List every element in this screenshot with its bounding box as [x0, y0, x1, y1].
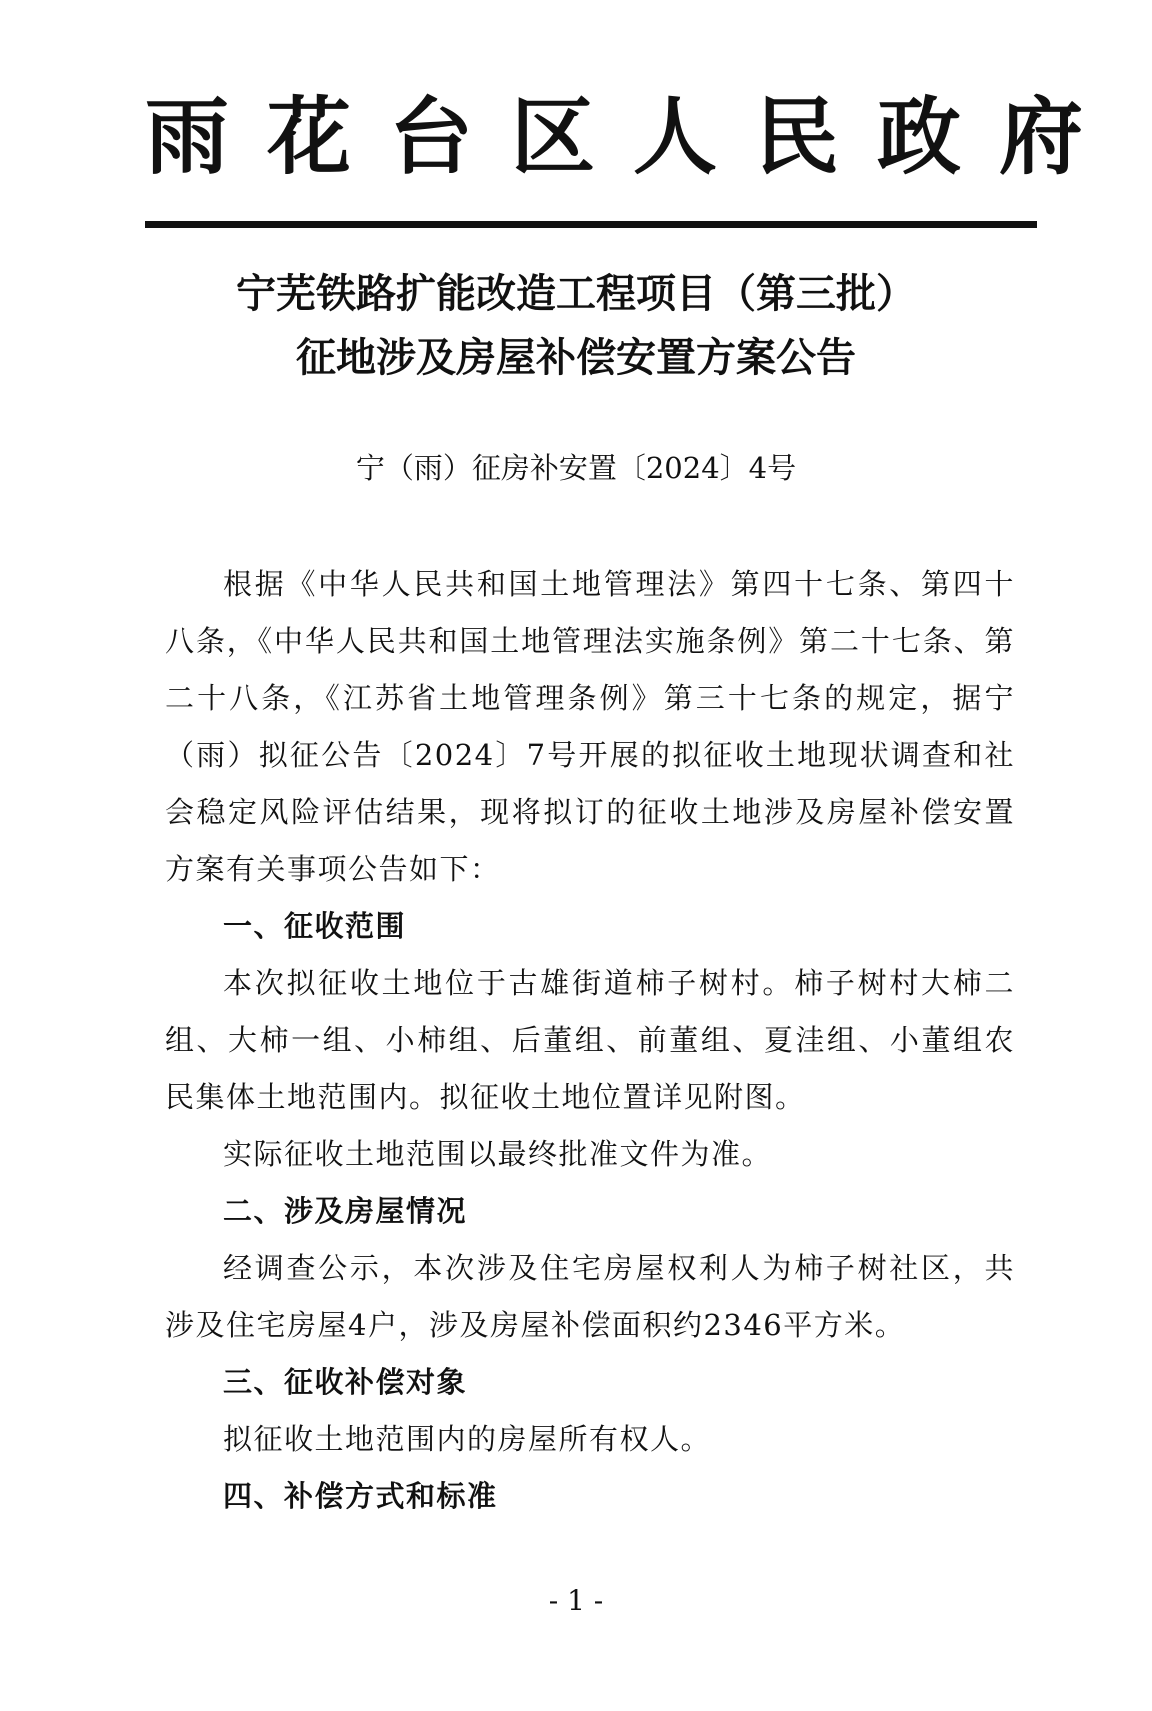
section-heading-1: 一、征收范围: [223, 909, 407, 943]
title-line-2: 征地涉及房屋补偿安置方案公告: [296, 335, 856, 381]
section-heading-4: 四、补偿方式和标准: [223, 1479, 498, 1513]
section-heading-2: 二、涉及房屋情况: [223, 1194, 468, 1228]
section-2-paragraph-1: 经调查公示，本次涉及住宅房屋权利人为柿子树社区，共涉及住宅房屋4户，涉及房屋补偿面积约2346平方米。: [165, 1251, 1015, 1342]
intro-paragraph: 根据《中华人民共和国土地管理法》第四十七条、第四十八条，《中华人民共和国土地管理法实施条例》第二十七条、第二十八条，《江苏省土地管理条例》第三十七条的规定，据宁（雨）拟征公告〔2024〕7号开展的拟征收土地现状调查和社会稳定风险评估结果，现将拟订的征收土地涉及房屋补偿安置方案有关事项公告如下：: [165, 567, 1015, 886]
page-number: - 1 -: [548, 1584, 604, 1617]
section-1-paragraph-1: 本次拟征收土地位于古雄街道柿子树村。柿子树村大柿二组、大柿一组、小柿组、后董组、前董组、夏洼组、小董组农民集体土地范围内。拟征收土地位置详见附图。: [165, 966, 1015, 1114]
section-heading-3: 三、征收补偿对象: [223, 1365, 468, 1399]
document-body: [165, 556, 1015, 1525]
title-line-1: 宁芜铁路扩能改造工程项目（第三批）: [236, 271, 916, 317]
section-1-paragraph-2: 实际征收土地范围以最终批准文件为准。: [223, 1137, 773, 1171]
issuer-masthead: 雨花台区人民政府: [145, 87, 1122, 186]
masthead-rule: [145, 221, 1037, 228]
section-3-paragraph-1: 拟征收土地范围内的房屋所有权人。: [223, 1422, 712, 1456]
document-title: [100, 262, 1052, 390]
document-number: 宁（雨）征房补安置〔2024〕4号: [355, 451, 797, 485]
